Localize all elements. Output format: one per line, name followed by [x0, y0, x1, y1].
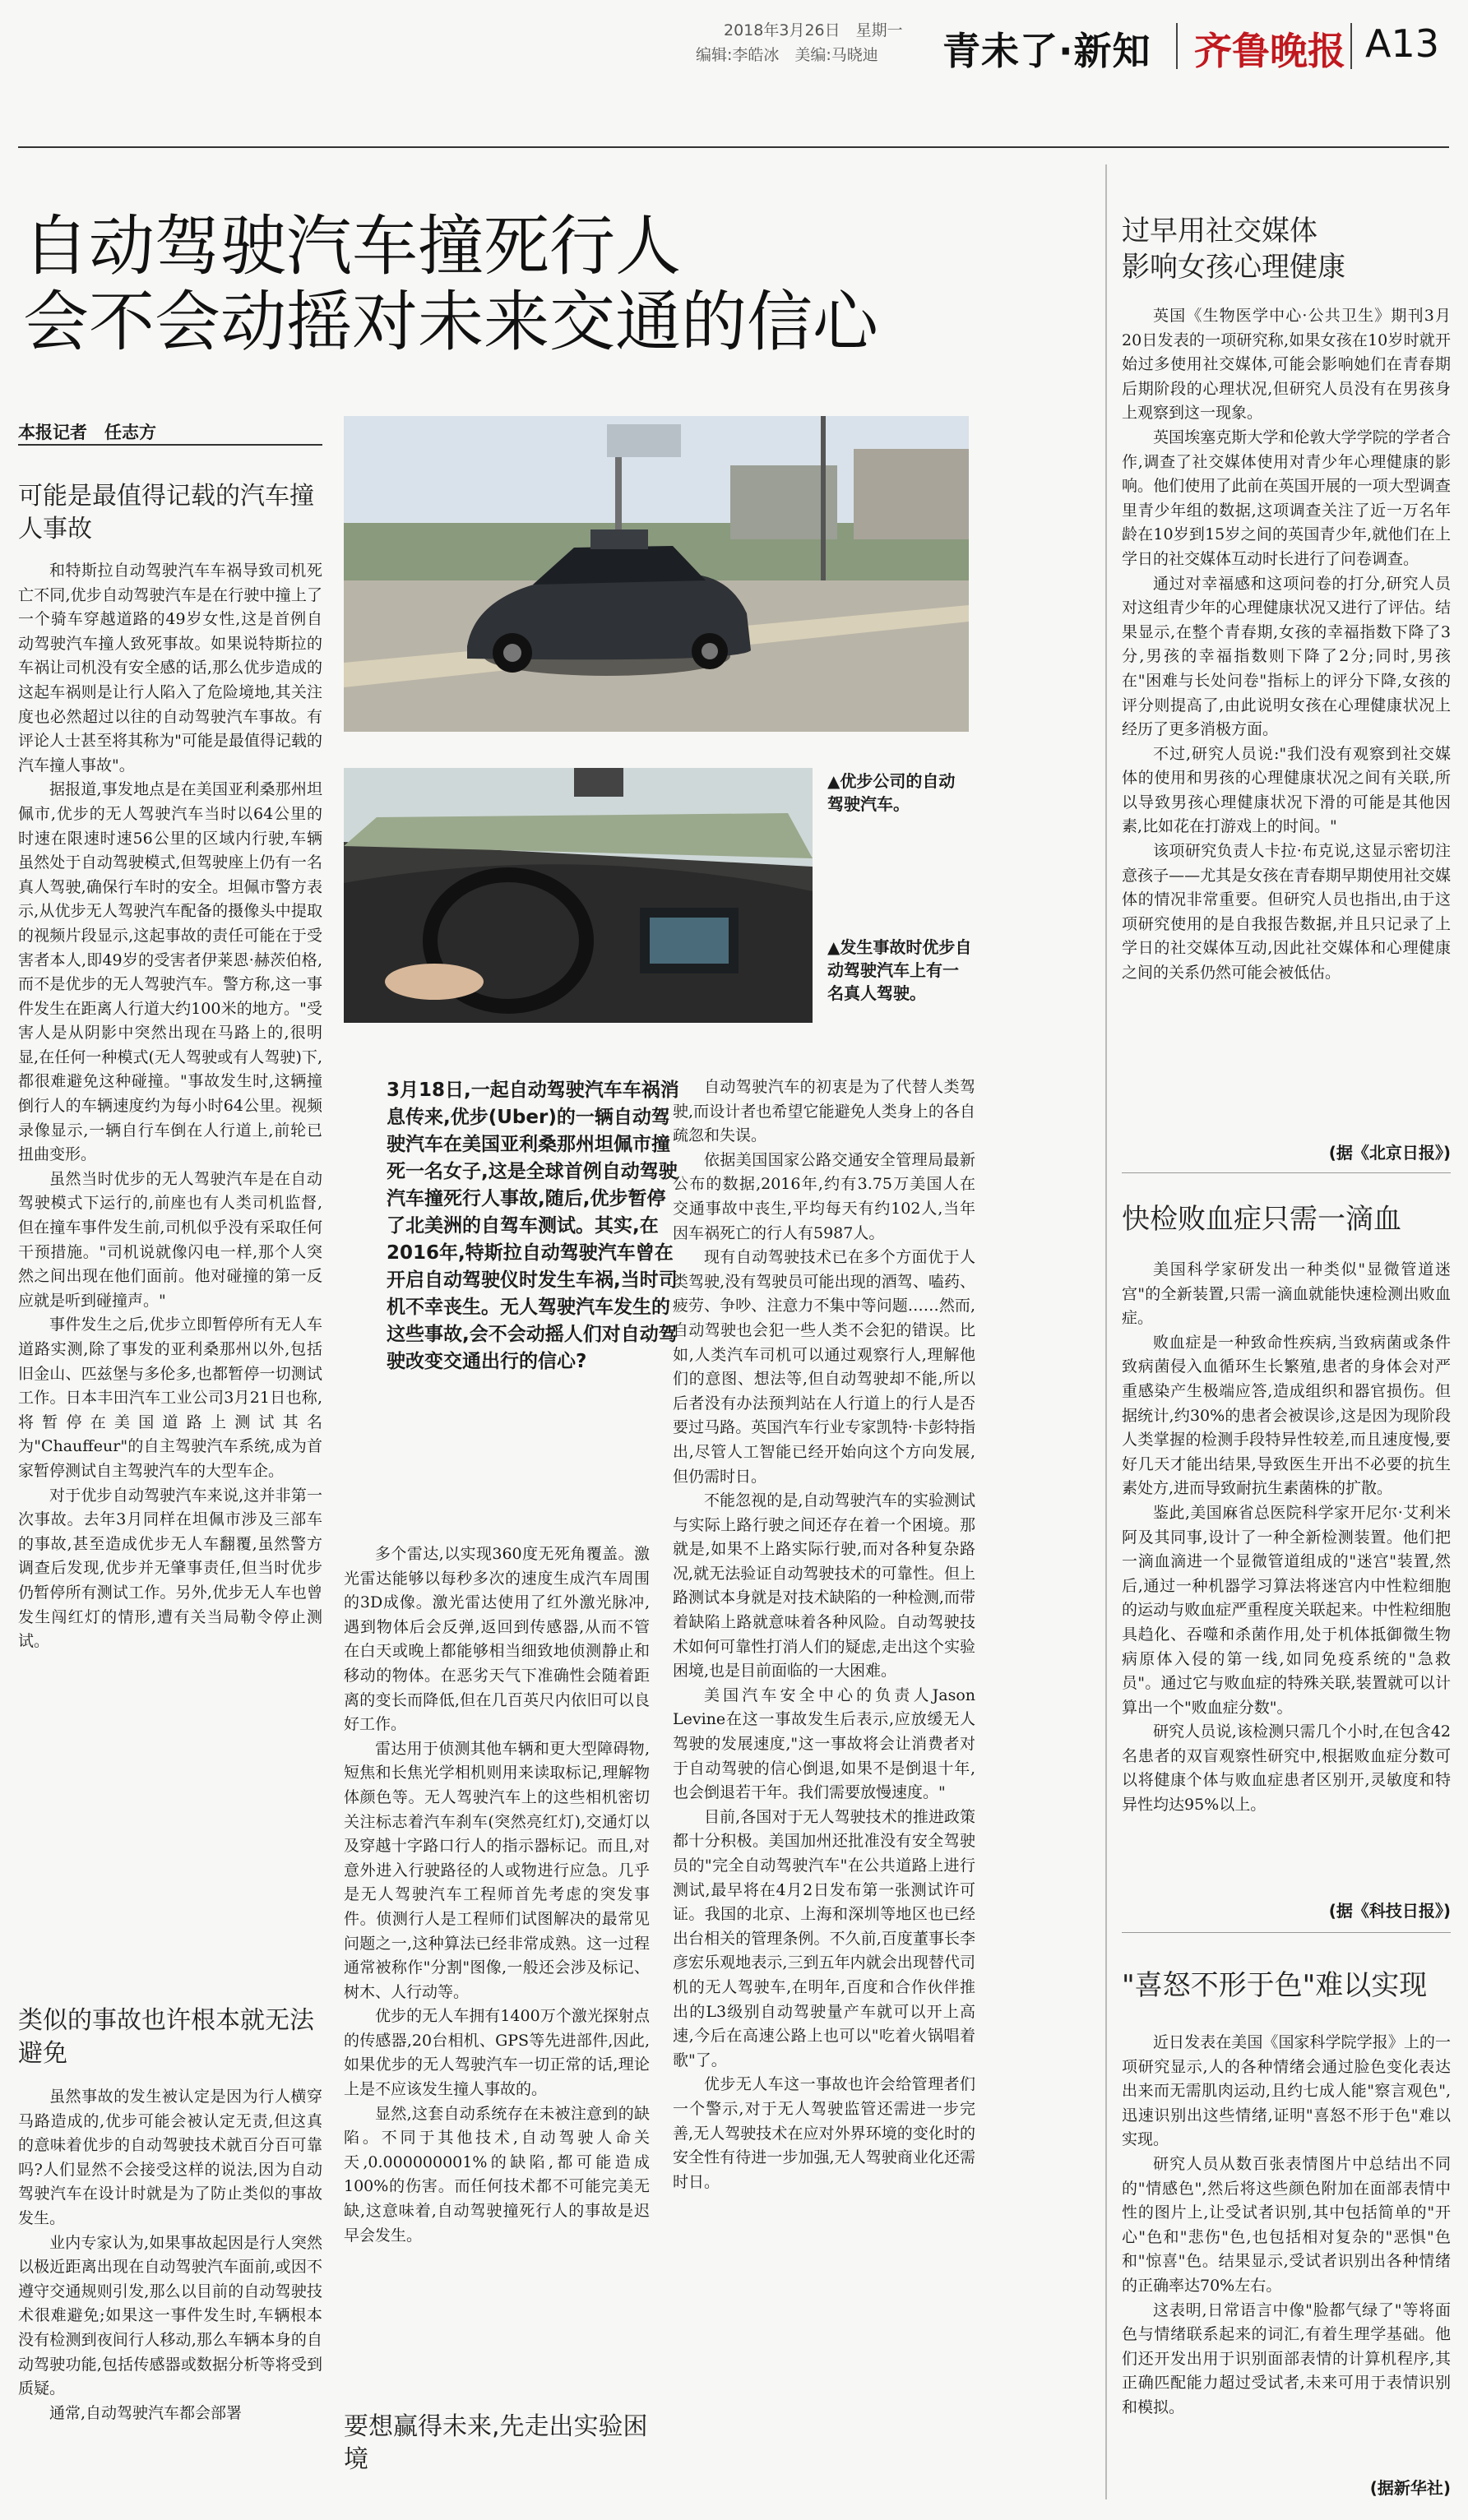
- header-divider: [1350, 23, 1352, 69]
- paragraph: 英国《生物医学中心·公共卫生》期刊3月20日发表的一项研究称,如果女孩在10岁时就开始过多使用社交媒体,可能会影响她们在青春期后期阶段的心理状况,但研究人员没有在男孩身上观察到这一现象。: [1122, 307, 1451, 423]
- paragraph: 目前,各国对于无人驾驶技术的推进政策都十分积极。美国加州还批准没有安全驾驶员的"完全自动驾驶汽车"在公共道路上进行测试,最早将在4月2日发布第一张测试许可证。我国的北京、上海和深圳等地区也已经出台相关的管理条例。不久前,百度董事长李彦宏乐观地表示,三到五年内就会出现替代司机的无人驾驶车,在明年,百度和合作伙伴推出的L3级别自动驾驶量产车就可以开上高速,今后在高速公路上也可以"吃着火锅唱着歌"了。: [673, 1807, 975, 2069]
- side-article-1-title-1: 过早用社交媒体: [1122, 215, 1317, 247]
- paragraph: 虽然当时优步的无人驾驶汽车是在自动驾驶模式下运行的,前座也有人类司机监督,但在撞车事件发生前,司机似乎没有采取任何干预措施。"司机说就像闪电一样,那个人突然之间出现在他们面前。他对碰撞的第一反应就是听到碰撞声。": [18, 1169, 322, 1310]
- subhead-3: 要想赢得未来,先走出实验困境: [344, 2412, 648, 2474]
- paragraph: 通常,自动驾驶汽车都会部署: [49, 2403, 243, 2422]
- article-column-1: [18, 559, 322, 2006]
- paragraph: 显然,这套自动系统存在未被注意到的缺陷。不同于其他技术,自动驾驶人命关天,0.000000001%的缺陷,都可能造成100%的伤害。而任何技术都不可能完美无缺,这意味着,自动驾驶撞死行人的事故是迟早会发生。: [344, 2104, 650, 2245]
- article-column-2: [344, 1542, 650, 2381]
- side-article-1-title-2: 影响女孩心理健康: [1122, 251, 1345, 284]
- paragraph: 事件发生之后,优步立即暂停所有无人车道路实测,除了事发的亚利桑那州以外,包括旧金山、匹兹堡与多伦多,也都暂停一切测试工作。日本丰田汽车工业公司3月21日也称,将暂停在美国道路上测试其名为"Chauffeur"的自主驾驶汽车系统,成为首家暂停测试自主驾驶汽车的大型车企。: [18, 1315, 322, 1480]
- side-article-2-body: [1122, 1258, 1451, 1818]
- section-title: 青未了·新知: [942, 29, 1151, 73]
- side-article-3-body: [1122, 2031, 1451, 2421]
- paragraph: 近日发表在美国《国家科学院学报》上的一项研究显示,人的各种情绪会通过脸色变化表达出来而无需肌肉运动,且约七成人能"察言观色",迅速识别出这些情绪,证明"喜怒不形于色"难以实现。: [1122, 2033, 1451, 2149]
- header-rule: [18, 146, 1449, 148]
- section-rule: [1122, 1932, 1451, 1933]
- editors-line: 编辑:李皓冰 美编:马晓迪: [696, 46, 878, 64]
- paragraph: 鉴此,美国麻省总医院科学家开尼尔·艾利米阿及其同事,设计了一种全新检测装置。他们把一滴血滴进一个显微管道组成的"迷宫"装置,然后,通过一种机器学习算法将迷宫内中性粒细胞的运动与败血症严重程度关联起来。中性粒细胞具趋化、吞噬和杀菌作用,处于机体抵御微生物病原体入侵的第一线,如同免疫系统的"急救员"。通过它与败血症的特殊关联,装置就可以计算出一个"败血症分数"。: [1122, 1503, 1451, 1717]
- section-rule: [1122, 1172, 1451, 1173]
- in-car-driver-photo: [344, 768, 813, 1023]
- paragraph: 对于优步自动驾驶汽车来说,这并非第一次事故。去年3月同样在坦佩市涉及三部车的事故,甚至造成优步无人车翻覆,虽然警方调查后发现,优步并无肇事责任,但当时优步仍暂停所有测试工作。另外,优步无人车也曾发生闯红灯的情形,遭有关当局勒令停止测试。: [18, 1486, 322, 1651]
- article-column-1-cont: [18, 2085, 322, 2504]
- paragraph: 不过,研究人员说:"我们没有观察到社交媒体的使用和男孩的心理健康状况之间有关联,所以导致男孩心理健康状况下滑的可能是其他因素,比如花在打游戏上的时间。": [1122, 744, 1451, 836]
- headline-line-2: 会不会动摇对未来交通的信心: [23, 284, 878, 360]
- paragraph: 优步的无人车拥有1400万个激光探射点的传感器,20台相机、GPS等先进部件,因此,如果优步的无人驾驶汽车一切正常的话,理论上是不应该发生撞人事故的。: [344, 2007, 650, 2099]
- subhead-1: 可能是最值得记载的汽车撞人事故: [18, 482, 314, 543]
- side-article-2-title: 快检败血症只需一滴血: [1122, 1203, 1401, 1236]
- paragraph: 美国汽车安全中心的负责人Jason Levine在这一事故发生后表示,应放缓无人驾驶的发展速度,"这一事故将会让消费者对于自动驾驶的信心倒退,如果不是倒退十年,也会倒退若干年。我们需要放慢速度。": [673, 1685, 975, 1802]
- paragraph: 现有自动驾驶技术已在多个方面优于人类驾驶,没有驾驶员可能出现的酒驾、嗑药、疲劳、争吵、注意力不集中等问题……然而,自动驾驶也会犯一些人类不会犯的错误。比如,人类汽车司机可以通过观察行人,理解他们的意图、想法等,但自动驾驶却不能,所以后者没有办法预判站在人行道上的行人是否要过马路。英国汽车行业专家凯特·卡彭特指出,尽管人工智能已经开始向这个方向发展,但仍需时日。: [673, 1248, 975, 1486]
- sidebar-divider: [1105, 164, 1107, 2499]
- paragraph: 这表明,日常语言中像"脸都气绿了"等将面色与情绪联系起来的词汇,有着生理学基础。他们还开发出用于识别面部表情的计算机程序,其正确匹配能力超过受试者,未来可用于表情识别和模拟。: [1122, 2300, 1451, 2416]
- paragraph: 业内专家认为,如果事故起因是行人突然以极近距离出现在自动驾驶汽车面前,或因不遵守交通规则引发,那么以目前的自动驾驶技术很难避免;如果这一事件发生时,车辆根本没有检测到夜间行人移动,那么车辆本身的自动驾驶功能,包括传感器或数据分析等将受到质疑。: [18, 2233, 322, 2398]
- header-divider: [1176, 23, 1178, 69]
- side-article-2-source: (据《科技日报》): [1328, 1901, 1451, 1921]
- paragraph: 美国科学家研发出一种类似"显微管道迷宫"的全新装置,只需一滴血就能快速检测出败血症。: [1122, 1260, 1451, 1328]
- paragraph: 败血症是一种致命性疾病,当致病菌或条件致病菌侵入血循环生长繁殖,患者的身体会对严重感染产生极端应答,造成组织和器官损伤。但据统计,约30%的患者会被误诊,这是因为现阶段人类掌握的检测手段特异性较差,而且速度慢,要好几天才能出结果,导致医生开出不必要的抗生素处方,进而导致耐抗生素菌株的扩散。: [1122, 1333, 1451, 1498]
- article-summary: 3月18日,一起自动驾驶汽车车祸消息传来,优步(Uber)的一辆自动驾驶汽车在美国亚利桑那州坦佩市撞死一名女子,这是全球首例自动驾驶汽车撞死行人事故,随后,优步暂停了北美洲的自驾车测试。其实,在2016年,特斯拉自动驾驶汽车曾在开启自动驾驶仪时发生车祸,当时司机不幸丧生。无人驾驶汽车发生的这些事故,会不会动摇人们对自动驾驶改变交通出行的信心?: [387, 1080, 679, 1372]
- side-article-1-body: [1122, 304, 1451, 986]
- paragraph: 雷达用于侦测其他车辆和更大型障碍物,短焦和长焦光学相机则用来读取标记,理解物体颜色等。无人驾驶汽车上的这些相机密切关注标志着汽车刹车(突然亮红灯),交通灯以及穿越十字路口行人的指示器标记。而且,对意外进入行驶路径的人或物进行应急。几乎是无人驾驶汽车工程师首先考虑的突发事件。侦测行人是工程师们试图解决的最常见问题之一,这种算法已经非常成熟。这一过程通常被称作"分割"图像,一般还会涉及标记、树木、人行动等。: [344, 1739, 650, 2001]
- issue-date: 2018年3月26日 星期一: [724, 21, 903, 39]
- newspaper-logo: 齐鲁晚报: [1194, 29, 1345, 73]
- paragraph: 优步无人车这一事故也许会给管理者们一个警示,对于无人驾驶监管还需进一步完善,无人驾驶技术在应对外界环境的变化时的安全性有待进一步加强,无人驾驶商业化还需时日。: [673, 2075, 975, 2191]
- side-article-3-source: (据新华社): [1369, 2478, 1451, 2498]
- headline-line-1: 自动驾驶汽车撞死行人: [23, 208, 681, 284]
- paragraph: 英国埃塞克斯大学和伦敦大学学院的学者合作,调查了社交媒体使用对青少年心理健康的影响。他们使用了此前在英国开展的一项大型调查里青少年组的数据,这项调查关注了近一万名年龄在10岁到15岁之间的英国青少年,就他们在上学日的社交媒体互动时长进行了问卷调查。: [1122, 428, 1451, 568]
- paragraph: 虽然事故的发生被认定是因为行人横穿马路造成的,优步可能会被认定无责,但这真的意味着优步的自动驾驶技术就百分百可靠吗?人们显然不会接受这样的说法,因为自动驾驶汽车在设计时就是为了防止类似的事故发生。: [18, 2088, 322, 2227]
- paragraph: 多个雷达,以实现360度无死角覆盖。激光雷达能够以每秒多次的速度生成汽车周围的3D成像。激光雷达使用了红外激光脉冲,遇到物体后会反弹,返回到传感器,从而不管在白天或晚上都能够相当细致地侦测静止和移动的物体。在恶劣天气下准确性会随着距离的变长而降低,但在几百英尺内依旧可以良好工作。: [344, 1545, 650, 1734]
- photo-caption-1: ▲优步公司的自动驾驶汽车。: [827, 771, 956, 814]
- subhead-2: 类似的事故也许根本就无法避免: [18, 2006, 314, 2068]
- paragraph: 研究人员说,该检测只需几个小时,在包含42名患者的双盲观察性研究中,根据败血症分数可以将健康个体与败血症患者区别开,灵敏度和特异性均达95%以上。: [1122, 1722, 1451, 1815]
- side-article-1-source: (据《北京日报》): [1328, 1143, 1451, 1163]
- side-article-3-title: "喜怒不形于色"难以实现: [1122, 1969, 1428, 2002]
- paragraph: 该项研究负责人卡拉·布克说,这显示密切注意孩子——尤其是女孩在青春期早期使用社交媒体的情况非常重要。但研究人员也指出,由于这项研究使用的是自我报告数据,并且只记录了上学日的社交媒体互动,因此社交媒体和心理健康之间的关系仍然可能会被低估。: [1122, 842, 1451, 983]
- article-column-3: [673, 1075, 975, 2506]
- paragraph: 不能忽视的是,自动驾驶汽车的实验测试与实际上路行驶之间还存在着一个困境。那就是,如果不上路实际行驶,而对各种复杂路况,就无法验证自动驾驶技术的可靠性。但上路测试本身就是对技术缺陷的一种检测,而带着缺陷上路就意味着各种风险。自动驾驶技术如何可靠性打消人们的疑虑,走出这个实验困境,也是目前面临的一大困难。: [673, 1491, 975, 1681]
- page-number: A13: [1365, 21, 1440, 66]
- paragraph: 通过对幸福感和这项问卷的打分,研究人员对这组青少年的心理健康状况又进行了评估。结果显示,在整个青春期,女孩的幸福指数下降了3分,男孩的幸福指数则下降了2分;同时,男孩在"困难与长处问卷"指标上的评分下降,女孩的评分则提高了,由此说明女孩在心理健康状况上经历了更多消极方面。: [1122, 574, 1451, 739]
- paragraph: 自动驾驶汽车的初衷是为了代替人类驾驶,而设计者也希望它能避免人类身上的各自疏忽和失误。: [673, 1078, 975, 1145]
- byline: 本报记者 任志方: [18, 423, 156, 442]
- paragraph: 研究人员从数百张表情图片中总结出不同的"情感色",然后将这些颜色附加在面部表情中性的图片上,让受试者识别,其中包括简单的"开心"色和"悲伤"色,也包括相对复杂的"恶惧"色和"惊喜"色。结果显示,受试者识别出各种情绪的正确率达70%左右。: [1122, 2154, 1451, 2295]
- paragraph: 和特斯拉自动驾驶汽车车祸导致司机死亡不同,优步自动驾驶汽车是在行驶中撞上了一个骑车穿越道路的49岁女性,这是首例自动驾驶汽车撞人致死事故。如果说特斯拉的车祸让司机没有安全感的话,那么优步造成的这起车祸则是让行人陷入了危险境地,其关注度也必然超过以往的自动驾驶汽车事故。有评论人士甚至将其称为"可能是最值得记载的汽车撞人事故"。: [18, 562, 322, 774]
- photo-caption-2: ▲发生事故时优步自动驾驶汽车上有一名真人驾驶。: [827, 937, 972, 1003]
- paragraph: 依据美国国家公路交通安全管理局最新公布的数据,2016年,约有3.75万美国人在交通事故中丧生,平均每天有约102人,当年因车祸死亡的行人有5987人。: [673, 1150, 975, 1242]
- paragraph: 据报道,事发地点是在美国亚利桑那州坦佩市,优步的无人驾驶汽车当时以64公里的时速在限速时速56公里的区域内行驶,车辆虽然处于自动驾驶模式,但驾驶座上仍有一名真人驾驶,确保行车时的安全。坦佩市警方表示,从优步无人驾驶汽车配备的摄像头中提取的视频片段显示,这起事故的责任可能在于受害者本人,即49岁的受害者伊莱恩·赫茨伯格,而不是优步的无人驾驶汽车。警方称,这一事件发生在距离人行道大约100米的地方。"受害人是从阴影中突然出现在马路上的,很明显,在任何一种模式(无人驾驶或有人驾驶)下,都很难避免这种碰撞。"事故发生时,这辆撞倒行人的车辆速度约为每小时64公里。视频录像显示,一辆自行车倒在人行道上,前轮已扭曲变形。: [18, 780, 322, 1164]
- uber-car-photo: [344, 416, 969, 732]
- byline-rule: [18, 444, 322, 446]
